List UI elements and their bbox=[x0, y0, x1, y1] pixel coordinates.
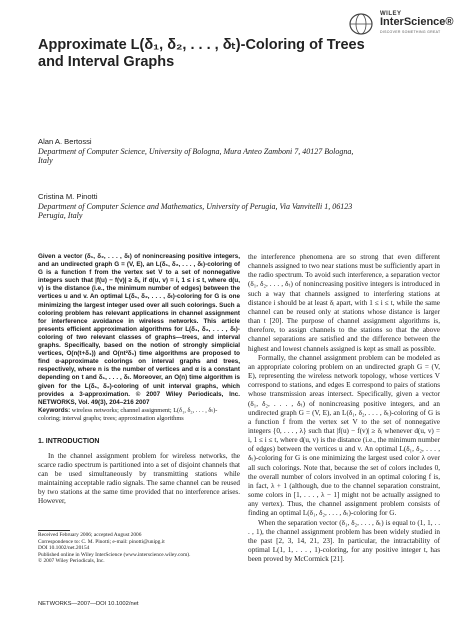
keywords-label: Keywords: bbox=[38, 407, 71, 414]
wiley-logo-icon bbox=[348, 12, 374, 36]
author-block-1 bbox=[38, 137, 368, 166]
abstract: Given a vector (δ₁, δ₂, . . . , δₜ) of nonincreasing positive integers, and an undirected graph G = (V, E), an L(δ₁, δ₂, . . . , δₜ)-coloring of G is a function f from the vertex set V to a set of nonnegative integers such that |f(u) − f(v)| ≥ δᵢ, if d(u, v) = i, 1 ≤ i ≤ t, where d(u, v) is the distance (i.e., the minimum number of edges) between the vertices u and v. An optimal L(δ₁, δ₂, . . . , δₜ)-coloring for G is one minimizing the largest integer used over all such colorings. Such a coloring problem has relevant applications in channel assignment for interference avoidance in wireless networks. This article presents efficient approximation algorithms for L(δ₁, δ₂, . . . , δₜ)-coloring of two relevant classes of graphs—trees, and interval graphs. Specifically, based on the notion of strongly simplicial vertices, O(n(t+δ₁)) and O(nt²δ₁) time algorithms are proposed to find α-approximate colorings on interval graphs and trees, respectively, where n is the number of vertices and α is a constant depending on t and δ₁, . . . , δₜ. Moreover, an O(n) time algorithm is given for the L(δ₁, δ₂)-coloring of unit interval graphs, which provides a 3-approximation. © 2007 Wiley Periodicals, Inc. NETWORKS, Vol. 49(3), 204–216 2007 bbox=[38, 253, 240, 406]
right-column bbox=[248, 253, 440, 564]
footnote-correspondence: Correspondence to: C. M. Pinotti; e-mail: pinotti@unipg.it bbox=[38, 538, 165, 545]
footnotes bbox=[38, 532, 240, 565]
footnote-divider bbox=[38, 530, 70, 531]
footnote-copyright: © 2007 Wiley Periodicals, Inc. bbox=[38, 558, 105, 565]
footnote-received: Received February 2006; accepted August 2006 bbox=[38, 532, 142, 538]
logo-brand: InterScience® bbox=[380, 16, 454, 28]
author-affiliation: Department of Computer Science, University of Bologna, Mura Anteo Zamboni 7, 40127 Bologna, Italy bbox=[38, 146, 354, 166]
page-footer: NETWORKS—2007—DOI 10.1002/net bbox=[38, 601, 139, 607]
keywords-text: wireless networks; channel assignment; L(δ₁, δ₂, . . . , δₜ)-coloring; interval graphs; trees; approximation algorithms bbox=[38, 407, 218, 422]
body-paragraph: Formally, the channel assignment problem can be modeled as an appropriate coloring problem on an undirected graph G = (V, E), representing the wireless network topology, whose vertices V correspond to stations, and edges E correspond to pairs of stations whose transmission areas intersect. Specifically, given a vector (δ₁, δ₂, . . . , δₜ) of nonincreasing positive integers, and an undirected graph G = (V, E), an L(δ₁, δ₂, . . . , δₜ)-coloring of G is a function f from the vertex set V to the set of nonnegative integers {0, . . . , λ} such that |f(u) − f(v)| ≥ δᵢ whenever d(u, v) = i, 1 ≤ i ≤ t, where d(u, v) is the distance (i.e., the minimum number of edges) between the vertices u and v. An optimal L(δ₁, δ₂, . . . , δₜ)-coloring for G is one minimizing the largest used color λ over all such colorings. Note that, because the set of colors includes 0, the overall number of colors involved in an optimal coloring f is, in fact, λ + 1 (although, due to the channel separation constraint, some colors in [1, . . . , λ − 1] might not be actually assigned to any vertex). Thus, the channel assignment problem consists of finding an optimal L(δ₁, δ₂, . . . , δₜ)-coloring for G. bbox=[248, 353, 440, 518]
intro-paragraph: In the channel assignment problem for wireless networks, the scarce radio spectrum is partitioned into a set of disjoint channels that can be used simultaneously by transmitting stations while maintaining acceptable radio signals. The same channel can be reused by two stations at the same time provided that no interference arises. However, bbox=[38, 452, 240, 506]
logo-brand-small: WILEY bbox=[380, 11, 402, 17]
logo-tagline: DISCOVER SOMETHING GREAT bbox=[380, 30, 441, 34]
footnote-doi: DOI 10.1002/net.20154 bbox=[38, 545, 90, 552]
author-affiliation: Department of Computer Science and Mathematics, University of Perugia, Via Vanvitelli 1, 06123 Perugia, Italy bbox=[38, 201, 353, 221]
wiley-interscience-logo bbox=[348, 10, 460, 38]
body-paragraph: the interference phenomena are so strong that even different channels assigned to two near stations must be sufficiently apart in the radio spectrum. To avoid such interference, a separation vector (δ₁, δ₂, . . . , δₜ) of nonincreasing positive integers is introduced in such a way that channels assigned to interfering stations at distance i should be at least δᵢ apart, with 1 ≤ i ≤ t, while the same channel can be reused only at stations whose distance is larger than t [20]. The purpose of channel assignment algorithms is, therefore, to assign channels to the stations so that the above channel separations are satisfied and the difference between the highest and lowest channels assigned is kept as small as possible. bbox=[248, 253, 440, 353]
keywords bbox=[38, 407, 240, 423]
footnote-published: Published online in Wiley InterScience (www.interscience.wiley.com). bbox=[38, 551, 191, 558]
author-name: Cristina M. Pinotti bbox=[38, 192, 98, 201]
body-paragraph: When the separation vector (δ₁, δ₂, . . . , δₜ) is equal to (1, 1, . . . , 1), the channel assignment problem has been widely studied in the past [2, 3, 14, 21, 23]. In particular, the intractability of optimal L(1, 1, . . . , 1)-coloring, for any positive integer t, has been proved by McCormick [21]. bbox=[248, 518, 440, 564]
author-block-2 bbox=[38, 192, 368, 221]
author-name: Alan A. Bertossi bbox=[38, 137, 92, 146]
section-heading: 1. INTRODUCTION bbox=[38, 438, 100, 445]
paper-title: Approximate L(δ₁, δ₂, . . . , δₜ)-Coloring of Trees and Interval Graphs bbox=[38, 37, 365, 70]
